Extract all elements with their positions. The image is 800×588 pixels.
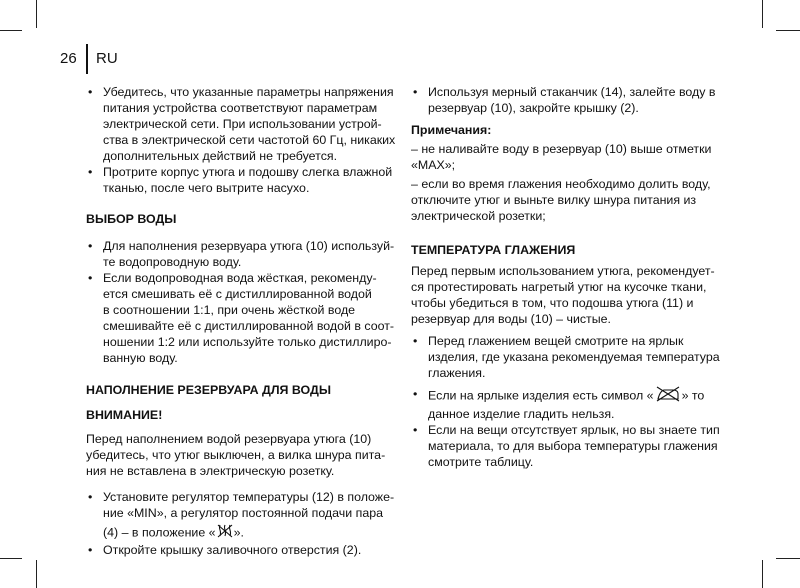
crop-mark (0, 30, 22, 31)
page-number: 26 (60, 50, 77, 67)
list-item: • Если на вещи отсутствует ярлык, но вы знаете тип материала, то для выбора температуры глажения смотрите таблицу. (411, 422, 729, 470)
list-item: • Установите регулятор температуры (12) в положе- ние «MIN», а регулятор постоянной подачи пара (4) – в положение « ». (86, 489, 401, 542)
left-column (86, 84, 401, 558)
notes-heading: Примечания: (411, 123, 492, 137)
section-heading-fill: НАПОЛНЕНИЕ РЕЗЕРВУАРА ДЛЯ ВОДЫ (86, 383, 331, 397)
crop-mark (36, 0, 37, 28)
section-heading-water: ВЫБОР ВОДЫ (86, 212, 177, 226)
note-item: – не наливайте воду в резервуар (10) выше отметки «MAX»; (411, 142, 712, 172)
list-item: • Если на ярлыке изделия есть символ « » то данное изделие гладить нельзя. (411, 386, 729, 422)
crop-mark (762, 0, 763, 28)
attention-heading: ВНИМАНИЕ! (86, 408, 163, 422)
list-item: • Используя мерный стаканчик (14), залейте воду в резервуар (10), закройте крышку (2). (411, 84, 729, 116)
list-item: • Для наполнения резервуара утюга (10) используй- те водопроводную воду. (86, 238, 401, 270)
list-item: • Убедитесь, что указанные параметры напряжения питания устройства соответствуют параметрам электрической сети. При использовании устрой- ства в электрической сети частотой 60 Гц, никаких дополнительных действий не требуется. (86, 84, 401, 164)
right-column (411, 84, 729, 470)
list-item: • Если водопроводная вода жёсткая, рекоменду- ется смешивать её с дистиллированной водой в соотношении 1:1, при очень жёсткой воде смешивайте её с дистиллированной водой в соот- ношении 1:2 или используйте только дистиллиро- ванную воду. (86, 270, 401, 366)
crop-mark (776, 30, 800, 31)
crop-mark (0, 558, 22, 559)
section-heading-temperature: ТЕМПЕРАТУРА ГЛАЖЕНИЯ (411, 243, 576, 257)
attention-text: Перед наполнением водой резервуара утюга (10) убедитесь, что утюг выключен, а вилка шнура пита- ния не вставлена в электрическую розетку. (86, 432, 386, 478)
list-item: • Откройте крышку заливочного отверстия (2). (86, 542, 401, 558)
note-item: – если во время глажения необходимо долить воду, отключите утюг и выньте вилку шнура питания из электрической розетки; (411, 177, 711, 223)
language-label: RU (96, 50, 118, 67)
crop-mark (762, 560, 763, 588)
no-ironing-icon (655, 386, 681, 406)
temperature-text: Перед первым использованием утюга, рекомендует- ся протестировать нагретый утюг на кусочке ткани, чтобы убедиться в том, что подошва утюга (11) и резервуар для воды (10) – чистые. (411, 264, 715, 326)
list-item: • Протрите корпус утюга и подошву слегка влажной тканью, после чего вытрите насухо. (86, 164, 401, 196)
steam-off-icon (217, 524, 233, 542)
header-divider (86, 44, 88, 74)
crop-mark (776, 558, 800, 559)
list-item: • Перед глажением вещей смотрите на ярлык изделия, где указана рекомендуемая температура глажения. (411, 333, 729, 381)
crop-mark (36, 560, 37, 588)
